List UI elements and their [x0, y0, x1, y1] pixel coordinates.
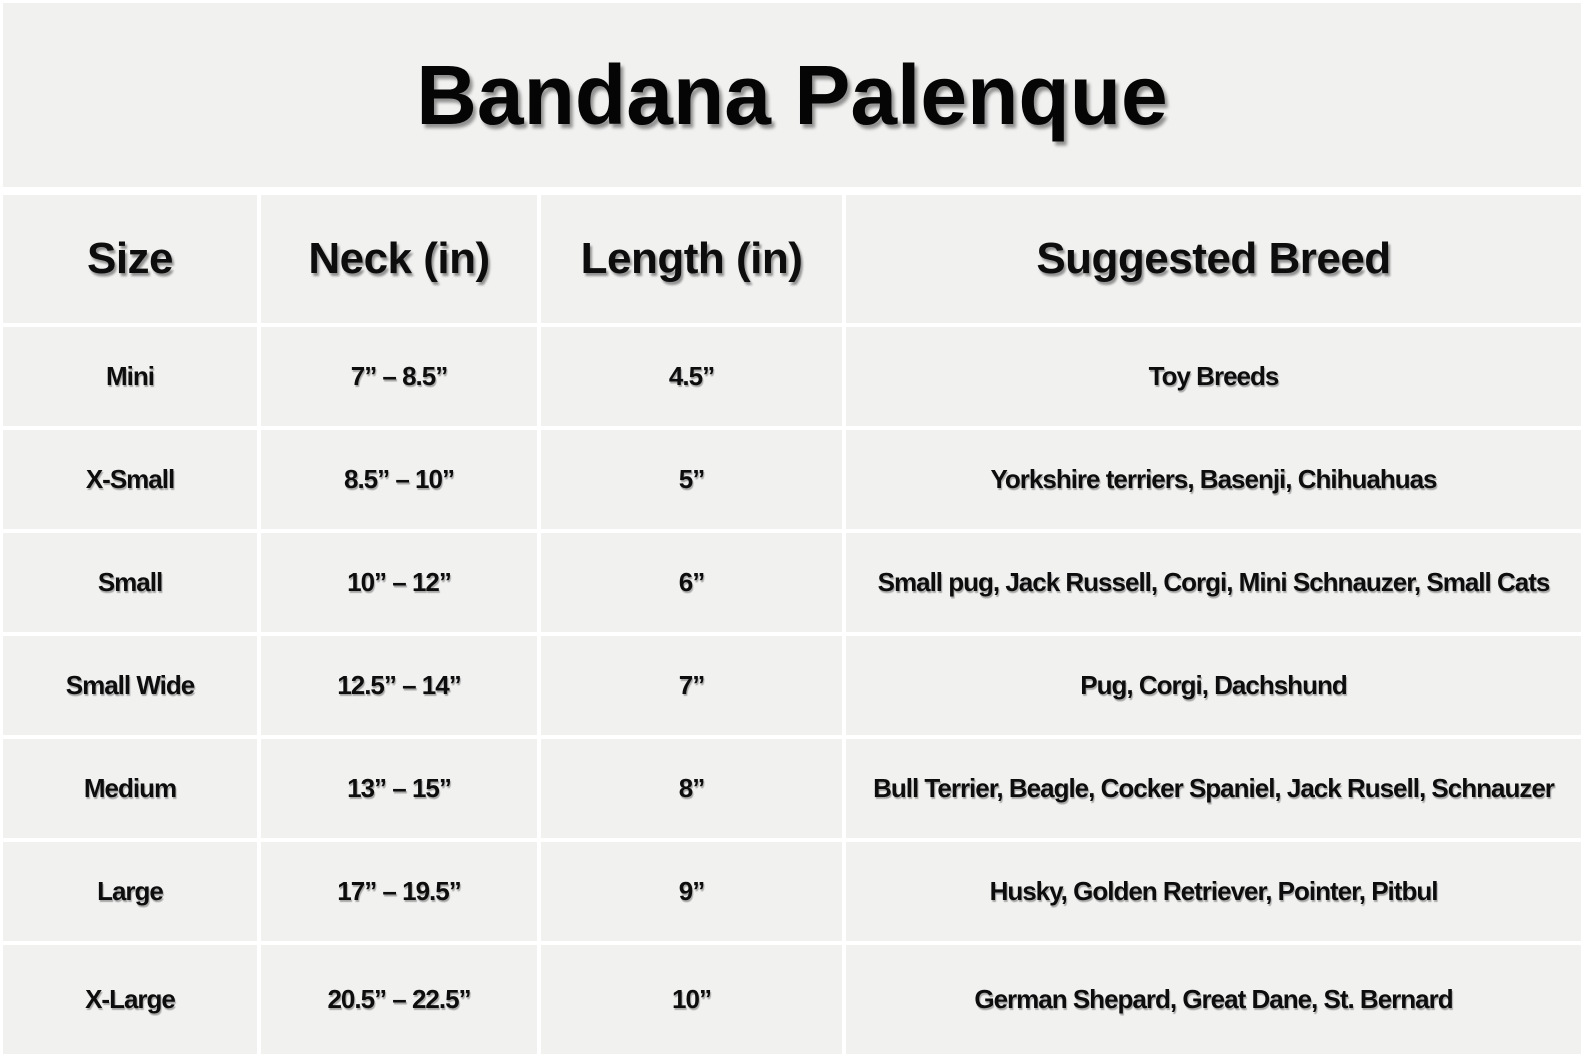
table-cell-length: 10” — [541, 945, 842, 1054]
table-cell-length: 9” — [541, 842, 842, 941]
table-cell-length: 6” — [541, 533, 842, 632]
table-cell-neck: 12.5” – 14” — [261, 636, 537, 735]
page-title: Bandana Palenque — [416, 47, 1168, 142]
table-cell-size: X-Large — [3, 945, 257, 1054]
table-cell-breed: German Shepard, Great Dane, St. Bernard — [846, 945, 1581, 1054]
table-cell-neck: 10” – 12” — [261, 533, 537, 632]
table-cell-breed: Toy Breeds — [846, 327, 1581, 426]
table-cell-neck: 20.5” – 22.5” — [261, 945, 537, 1054]
table-cell-neck: 17” – 19.5” — [261, 842, 537, 941]
column-header-size: Size — [3, 195, 257, 323]
table-cell-breed: Small pug, Jack Russell, Corgi, Mini Schnauzer, Small Cats — [846, 533, 1581, 632]
table-cell-breed: Husky, Golden Retriever, Pointer, Pitbul — [846, 842, 1581, 941]
table-cell-size: Mini — [3, 327, 257, 426]
table-cell-length: 4.5” — [541, 327, 842, 426]
table-cell-size: X-Small — [3, 430, 257, 529]
table-cell-length: 8” — [541, 739, 842, 838]
table-cell-breed: Bull Terrier, Beagle, Cocker Spaniel, Jack Rusell, Schnauzer — [846, 739, 1581, 838]
table-cell-length: 7” — [541, 636, 842, 735]
table-cell-size: Small — [3, 533, 257, 632]
size-table — [3, 195, 1581, 1054]
table-cell-length: 5” — [541, 430, 842, 529]
table-cell-size: Large — [3, 842, 257, 941]
table-cell-size: Small Wide — [3, 636, 257, 735]
column-header-neck: Neck (in) — [261, 195, 537, 323]
table-cell-breed: Yorkshire terriers, Basenji, Chihuahuas — [846, 430, 1581, 529]
table-cell-neck: 13” – 15” — [261, 739, 537, 838]
column-header-length: Length (in) — [541, 195, 842, 323]
table-cell-neck: 7” – 8.5” — [261, 327, 537, 426]
table-cell-neck: 8.5” – 10” — [261, 430, 537, 529]
table-cell-size: Medium — [3, 739, 257, 838]
table-cell-breed: Pug, Corgi, Dachshund — [846, 636, 1581, 735]
title-band — [3, 3, 1581, 187]
column-header-breed: Suggested Breed — [846, 195, 1581, 323]
